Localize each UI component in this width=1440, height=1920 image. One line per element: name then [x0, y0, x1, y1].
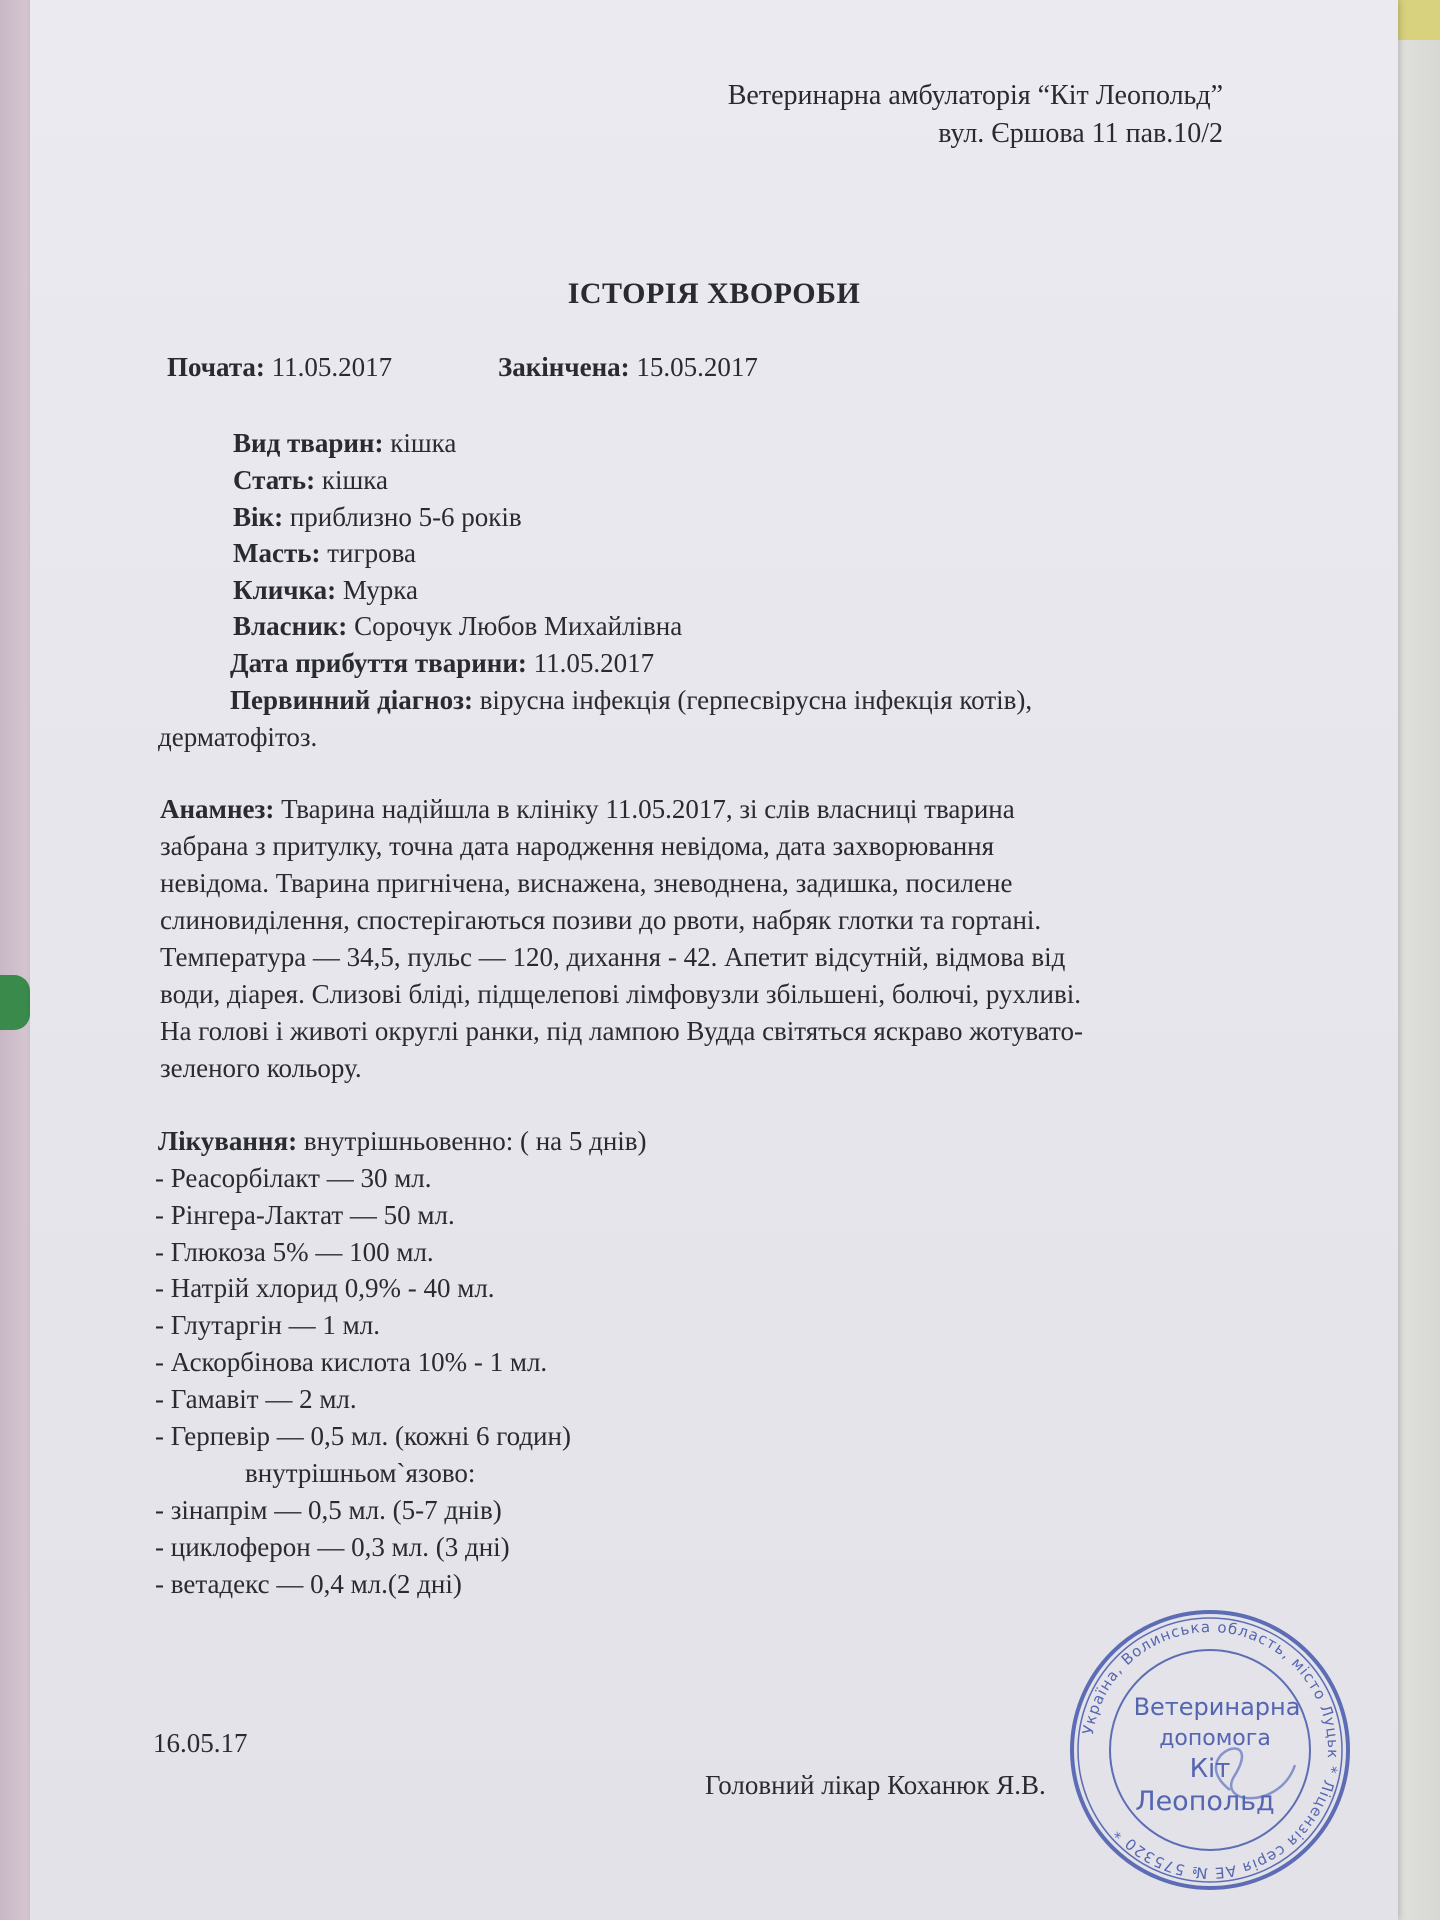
clinic-address: вул. Єршова 11 пав.10/2: [938, 118, 1223, 149]
clinic-name: Ветеринарна амбулаторія “Кіт Леопольд”: [727, 80, 1223, 111]
treatment-label: Лікування:: [158, 1126, 298, 1156]
iv-item: - Аскорбінова кислота 10% - 1 мл.: [155, 1347, 548, 1377]
age-row: [233, 502, 522, 533]
iv-item: - Герпевір — 0,5 мл. (кожні 6 годин): [155, 1421, 571, 1451]
iv-item: - Глутаргін — 1 мл.: [155, 1310, 380, 1340]
start-date-label: Почата:: [167, 352, 265, 382]
diagnosis-label: Первинний діагноз:: [230, 685, 473, 715]
anamnesis-text: Тварина надійшла в клініку 11.05.2017, зі слів власниці тварина: [281, 794, 1015, 824]
anamnesis-line: зеленого кольору.: [160, 1053, 362, 1083]
start-date-value: 11.05.2017: [271, 352, 393, 382]
owner-row: [233, 611, 682, 642]
iv-item: - Реасорбілакт — 30 мл.: [155, 1163, 432, 1193]
footer-date: 16.05.17: [153, 1728, 248, 1758]
anamnesis-line: слиновиділення, спостерігаються позиви до рвоти, набряк глотки та гортані.: [160, 905, 1042, 935]
diagnosis-row: [230, 685, 1032, 716]
end-date-label: Закінчена:: [498, 352, 630, 382]
owner-value: Сорочук Любов Михайлівна: [354, 611, 683, 641]
anamnesis-line: На голові і животі округлі ранки, під лампою Вудда світяться яскраво жотувато-: [160, 1016, 1083, 1046]
color-label: Масть:: [233, 538, 321, 568]
anamnesis-label: Анамнез:: [160, 794, 275, 824]
diagnosis-continuation: дерматофітоз.: [158, 722, 318, 752]
iv-item: - Гамавіт — 2 мл.: [155, 1384, 357, 1414]
document-sheet: [30, 0, 1398, 1920]
start-date-row: [167, 352, 392, 383]
sex-label: Стать:: [233, 465, 316, 495]
arrival-label: Дата прибуття тварини:: [230, 648, 527, 678]
pen-cap: [0, 975, 30, 1030]
color-row: [233, 538, 416, 569]
stamp-line-2: допомога: [1159, 1726, 1271, 1751]
im-item: - зінапрім — 0,5 мл. (5-7 днів): [155, 1495, 502, 1525]
iv-item: - Глюкоза 5% — 100 мл.: [155, 1237, 434, 1267]
species-row: [233, 428, 456, 459]
diagnosis-value: вірусна інфекція (герпесвірусна інфекція котів),: [479, 685, 1033, 715]
arrival-row: [230, 648, 654, 679]
arrival-value: 11.05.2017: [533, 648, 655, 678]
im-item: - циклоферон — 0,3 мл. (3 дні): [155, 1532, 510, 1562]
im-intro: внутрішньом`язово:: [245, 1458, 476, 1488]
clinic-stamp: [1065, 1605, 1355, 1895]
name-label: Кличка:: [233, 575, 337, 605]
end-date-value: 15.05.2017: [636, 352, 758, 382]
stamp-ring-text: Україна, Волинська область, місто Луцьк * Ліцензія серія АЕ № 575320 *: [1079, 1617, 1343, 1883]
anamnesis-line: Температура — 34,5, пульс — 120, дихання - 42. Апетит відсутній, відмова від: [160, 942, 1066, 972]
iv-item: - Натрій хлорид 0,9% - 40 мл.: [155, 1273, 495, 1303]
stamp-line-1: Ветеринарна: [1133, 1693, 1301, 1721]
iv-intro: внутрішньовенно: ( на 5 днів): [303, 1126, 647, 1156]
im-item: - ветадекс — 0,4 мл.(2 дні): [155, 1569, 462, 1599]
sex-value: кішка: [321, 465, 388, 495]
age-value: приблизно 5-6 років: [289, 502, 522, 532]
anamnesis-line: невідома. Тварина пригнічена, виснажена, зневоднена, задишка, посилене: [160, 868, 1013, 898]
name-value: Мурка: [342, 575, 418, 605]
anamnesis-line-1: [160, 794, 1015, 825]
age-label: Вік:: [233, 502, 284, 532]
stamp-line-4: Леопольд: [1135, 1786, 1275, 1817]
doctor-signature-line: Головний лікар Коханюк Я.В.: [705, 1770, 1046, 1800]
stamp-line-3: Кіт: [1189, 1754, 1231, 1784]
end-date-row: [498, 352, 758, 383]
document-title: ІСТОРІЯ ХВОРОБИ: [567, 277, 861, 310]
owner-label: Власник:: [233, 611, 348, 641]
anamnesis-line: забрана з притулку, точна дата народження невідома, дата захворювання: [160, 831, 995, 861]
sex-row: [233, 465, 388, 496]
anamnesis-line: води, діарея. Слизові бліді, підщелепові лімфовузли збільшені, болючі, рухливі.: [160, 979, 1081, 1009]
iv-item: - Рінгера-Лактат — 50 мл.: [155, 1200, 455, 1230]
name-row: [233, 575, 418, 606]
color-value: тигрова: [327, 538, 416, 568]
species-value: кішка: [390, 428, 457, 458]
treatment-header: [158, 1126, 647, 1157]
species-label: Вид тварин:: [233, 428, 384, 458]
